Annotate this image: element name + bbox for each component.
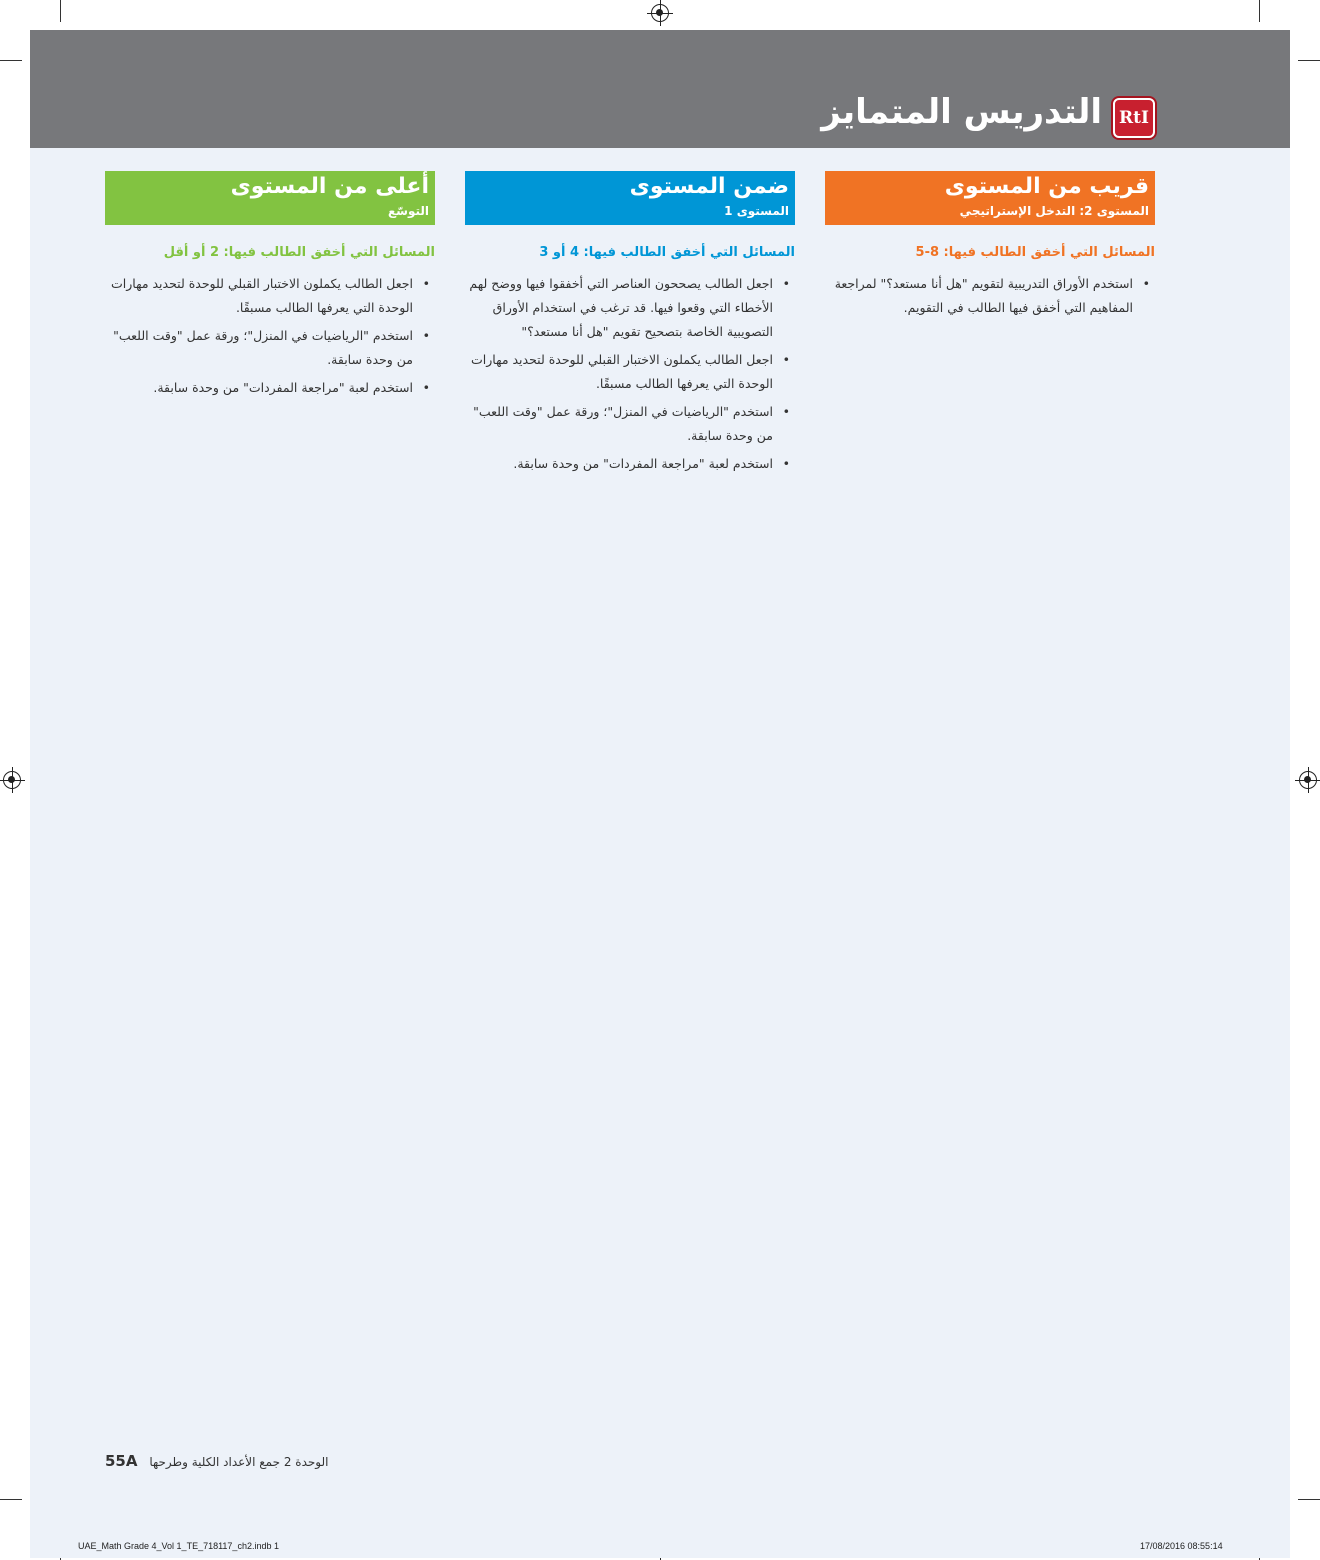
- column-header: [105, 171, 435, 225]
- column-heading: أعلى من المستوى: [230, 174, 429, 199]
- column-heading: قريب من المستوى: [944, 174, 1149, 199]
- crop-mark: [1259, 0, 1260, 22]
- column-subheading: التوسّع: [387, 204, 429, 218]
- file-slug: UAE_Math Grade 4_Vol 1_TE_718117_ch2.indb 1: [78, 1541, 279, 1551]
- column-header: [465, 171, 795, 225]
- list-item: • استخدم لعبة "مراجعة المفردات" من وحدة سابقة.: [105, 376, 435, 400]
- footer-text: الوحدة 2 جمع الأعداد الكلية وطرحها: [149, 1455, 329, 1469]
- list-item: • استخدم الأوراق التدريبية لتقويم "هل أنا مستعد؟" لمراجعة المفاهيم التي أخفق فيها الطالب في التقويم.: [825, 272, 1155, 320]
- rti-logo: RtI: [1113, 98, 1155, 138]
- registration-mark-icon: [651, 4, 669, 22]
- column-subheading: المستوى 2: التدخل الإستراتيجي: [959, 204, 1149, 218]
- list-item: • اجعل الطالب يكملون الاختبار القبلي للوحدة لتحديد مهارات الوحدة التي يعرفها الطالب مسبقًا.: [465, 348, 795, 396]
- page-title: التدريس المتمايز: [821, 92, 1102, 132]
- list-item: • استخدم لعبة "مراجعة المفردات" من وحدة سابقة.: [465, 452, 795, 476]
- problems-missed-label: المسائل التي أخفق الطالب فيها: 4 أو 3: [539, 245, 795, 260]
- crop-mark: [0, 60, 22, 61]
- crop-mark: [1298, 60, 1320, 61]
- page: [30, 30, 1290, 1558]
- crop-mark: [0, 1499, 22, 1500]
- column-on-level: [465, 171, 795, 480]
- crop-mark: [1298, 1499, 1320, 1500]
- bullet-list: [105, 272, 435, 400]
- list-item: • اجعل الطالب يصححون العناصر التي أخفقوا فيها ووضح لهم الأخطاء التي وقعوا فيها. قد ترغب في استخدام الأوراق التصويبية الخاصة بتصحيح تقويم "هل أنا مستعد؟": [465, 272, 795, 344]
- registration-mark-icon: [1299, 771, 1317, 789]
- date-slug: 17/08/2016 08:55:14: [1140, 1541, 1223, 1551]
- column-beyond-level: [105, 171, 435, 404]
- column-approaching: [825, 171, 1155, 324]
- crop-mark: [60, 0, 61, 22]
- list-item: • استخدم "الرياضيات في المنزل"؛ ورقة عمل "وقت اللعب" من وحدة سابقة.: [465, 400, 795, 448]
- problems-missed-label: المسائل التي أخفق الطالب فيها: 8-5: [915, 245, 1155, 260]
- page-footer: [105, 1452, 329, 1470]
- list-item: • استخدم "الرياضيات في المنزل"؛ ورقة عمل "وقت اللعب" من وحدة سابقة.: [105, 324, 435, 372]
- bullet-list: [465, 272, 795, 476]
- page-header: [30, 30, 1290, 148]
- registration-mark-icon: [3, 771, 21, 789]
- list-item: • اجعل الطالب يكملون الاختبار القبلي للوحدة لتحديد مهارات الوحدة التي يعرفها الطالب مسبقًا.: [105, 272, 435, 320]
- column-heading: ضمن المستوى: [629, 174, 789, 199]
- problems-missed-label: المسائل التي أخفق الطالب فيها: 2 أو أقل: [163, 245, 435, 260]
- bullet-list: [825, 272, 1155, 320]
- column-header: [825, 171, 1155, 225]
- page-number: 55A: [105, 1452, 138, 1470]
- column-subheading: المستوى 1: [724, 204, 789, 218]
